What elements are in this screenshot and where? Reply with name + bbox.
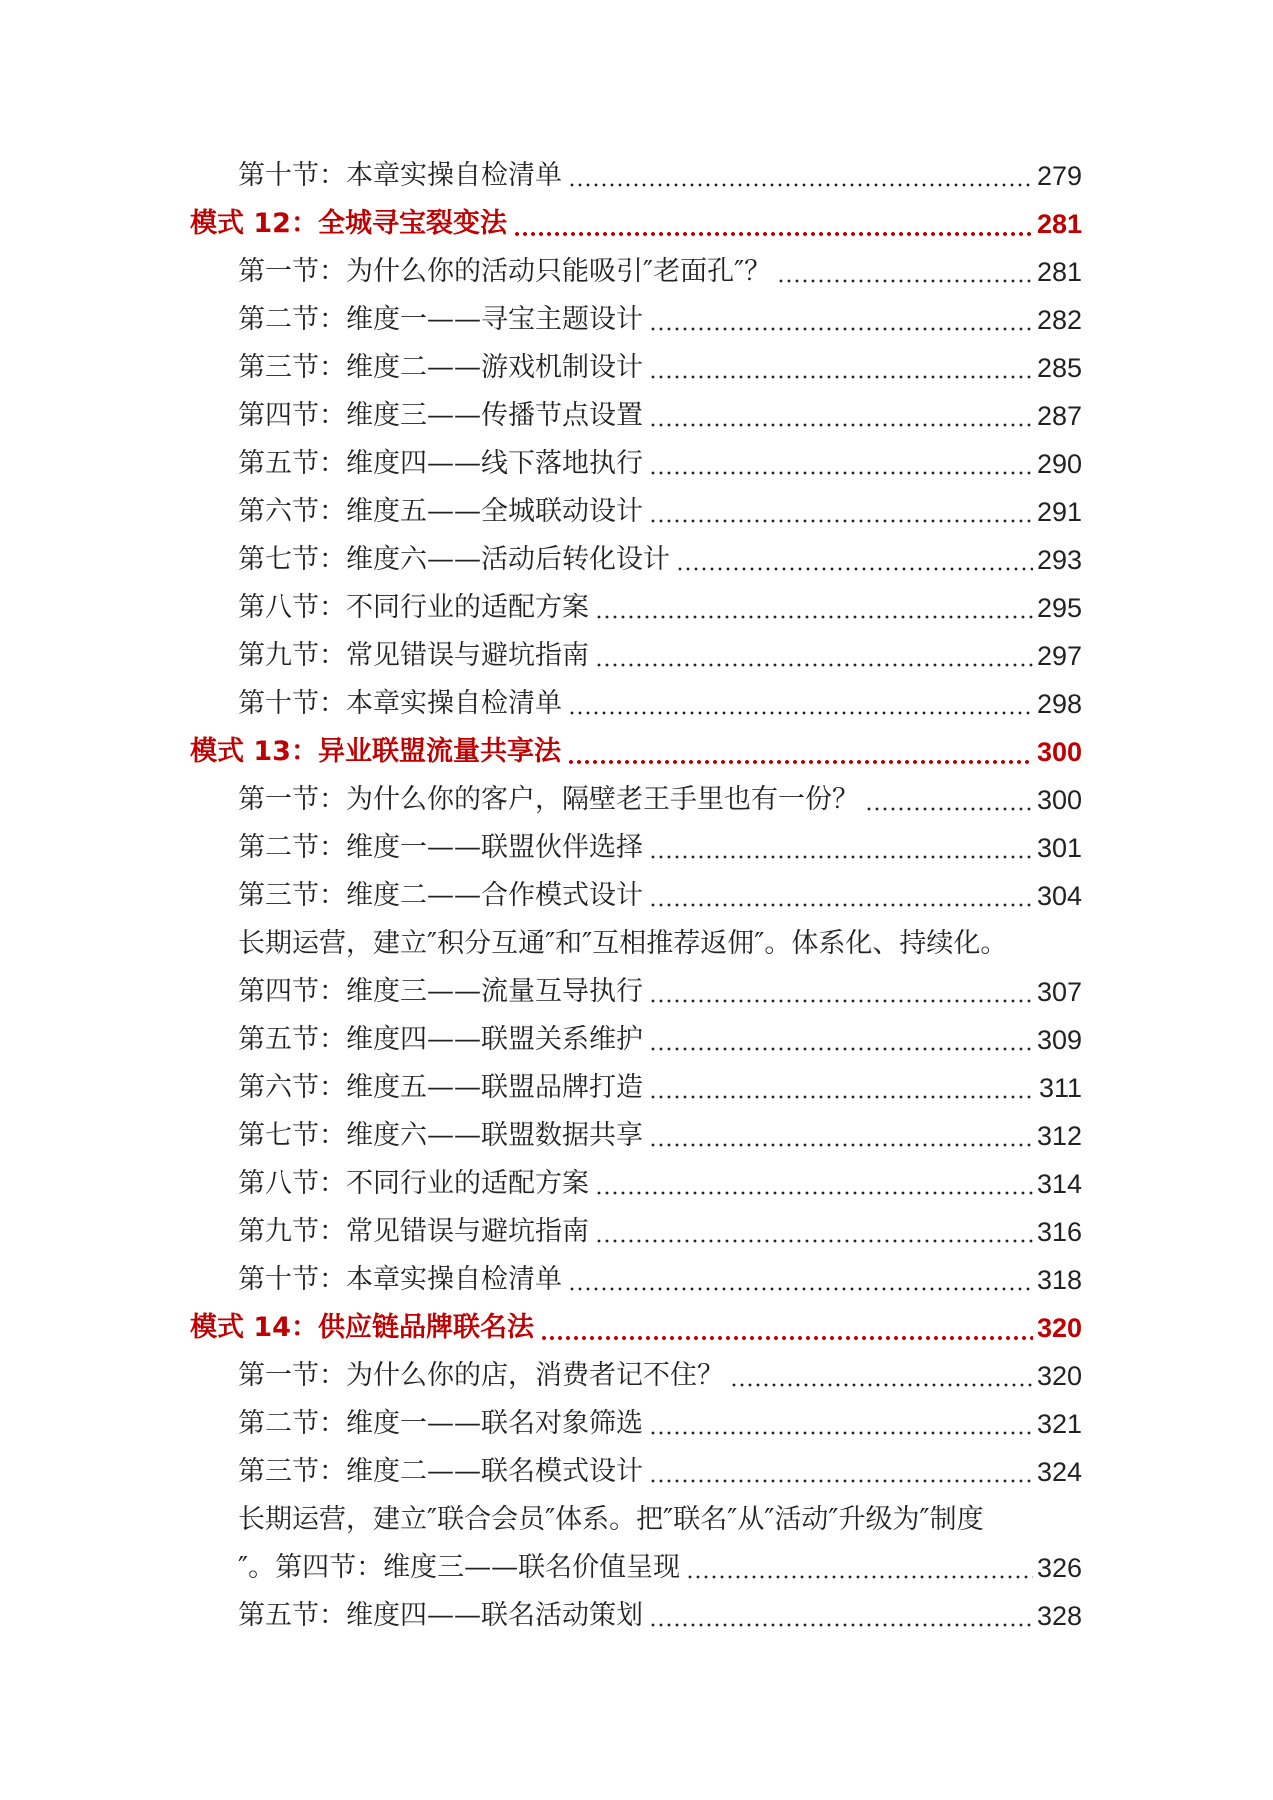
toc-section-entry[interactable] [190, 296, 1082, 344]
toc-text-line [190, 920, 1082, 968]
dot-leader [595, 615, 1033, 619]
dot-leader [649, 855, 1033, 859]
toc-entry-title: 第五节：维度四——联盟关系维护 [238, 1024, 643, 1055]
toc-section-entry[interactable] [190, 1064, 1082, 1112]
dot-leader [513, 232, 1033, 236]
dot-leader [649, 1095, 1035, 1099]
toc-page-number: 328 [1036, 1601, 1082, 1631]
toc-page-number: 312 [1036, 1121, 1082, 1151]
toc-section-entry[interactable] [190, 1592, 1082, 1640]
toc-entry-title: 第十节：本章实操自检清单 [238, 688, 562, 719]
dot-leader [649, 1623, 1033, 1627]
toc-entry-title: 第九节：常见错误与避坑指南 [238, 1216, 589, 1247]
toc-entry-title: 第七节：维度六——联盟数据共享 [238, 1120, 643, 1151]
toc-entry-title: 第三节：维度二——联名模式设计 [238, 1456, 643, 1487]
dot-leader [649, 999, 1033, 1003]
dot-leader [595, 1239, 1033, 1243]
toc-page-number: 298 [1036, 689, 1082, 719]
toc-page-number: 324 [1036, 1457, 1082, 1487]
toc-section-entry[interactable] [190, 968, 1082, 1016]
dot-leader [649, 1479, 1033, 1483]
dot-leader [649, 903, 1033, 907]
dot-leader [568, 183, 1033, 187]
dot-leader [568, 1287, 1033, 1291]
toc-entry-title: 长期运营，建立″联合会员″体系。把″联名″从″活动″升级为″制度 [238, 1504, 984, 1535]
dot-leader [568, 711, 1033, 715]
toc-page-number: 316 [1036, 1217, 1082, 1247]
dot-leader [676, 567, 1033, 571]
toc-section-entry[interactable] [190, 632, 1082, 680]
toc-page-number: 291 [1036, 497, 1082, 527]
toc-section-entry[interactable] [190, 680, 1082, 728]
toc-section-entry[interactable] [190, 1112, 1082, 1160]
toc-section-entry[interactable] [190, 440, 1082, 488]
toc-page-number: 285 [1036, 353, 1082, 383]
dot-leader [730, 1383, 1033, 1387]
toc-page-number: 295 [1036, 593, 1082, 623]
toc-section-entry[interactable] [190, 344, 1082, 392]
toc-page-number: 279 [1036, 161, 1082, 191]
toc-section-entry[interactable] [190, 1208, 1082, 1256]
toc-page-number: 293 [1036, 545, 1082, 575]
toc-entry-title: 模式 12：全城寻宝裂变法 [190, 208, 507, 239]
dot-leader [595, 663, 1033, 667]
toc-entry-title: 第一节：为什么你的店，消费者记不住？ [238, 1360, 724, 1391]
toc-page-number: 287 [1036, 401, 1082, 431]
toc-section-entry[interactable] [190, 392, 1082, 440]
toc-section-entry[interactable] [190, 488, 1082, 536]
toc-page-number: 307 [1036, 977, 1082, 1007]
toc-page-number: 320 [1036, 1361, 1082, 1391]
toc-entry-title: 长期运营，建立″积分互通″和″互相推荐返佣″。体系化、持续化。 [238, 928, 1008, 959]
dot-leader [649, 1143, 1033, 1147]
toc-entry-title: 第九节：常见错误与避坑指南 [238, 640, 589, 671]
toc-section-entry[interactable] [190, 152, 1082, 200]
dot-leader [649, 519, 1033, 523]
toc-section-entry[interactable] [190, 584, 1082, 632]
dot-leader [777, 279, 1033, 283]
dot-leader [686, 1575, 1033, 1579]
toc-section-entry[interactable] [190, 1016, 1082, 1064]
toc-page-number: 314 [1036, 1169, 1082, 1199]
toc-section-entry[interactable] [190, 1256, 1082, 1304]
toc-page-number: 326 [1036, 1553, 1082, 1583]
toc-page-number: 301 [1036, 833, 1082, 863]
toc-page-number: 309 [1036, 1025, 1082, 1055]
dot-leader [567, 760, 1033, 764]
dot-leader [649, 327, 1033, 331]
toc-page-number: 297 [1036, 641, 1082, 671]
table-of-contents [190, 152, 1082, 1640]
toc-entry-title: 第八节：不同行业的适配方案 [238, 592, 589, 623]
toc-section-entry[interactable] [190, 536, 1082, 584]
toc-page-number: 300 [1036, 785, 1082, 815]
toc-chapter-entry[interactable] [190, 200, 1082, 248]
toc-entry-title: 第一节：为什么你的客户，隔壁老王手里也有一份？ [238, 784, 859, 815]
toc-page-number: 282 [1036, 305, 1082, 335]
dot-leader [649, 423, 1033, 427]
toc-page-number: 300 [1036, 737, 1082, 767]
dot-leader [649, 1047, 1033, 1051]
toc-section-entry[interactable] [190, 248, 1082, 296]
toc-entry-title: 第八节：不同行业的适配方案 [238, 1168, 589, 1199]
toc-text-line [190, 1496, 1082, 1544]
toc-entry-title: 第六节：维度五——全城联动设计 [238, 496, 643, 527]
toc-page-number: 311 [1038, 1073, 1082, 1103]
toc-entry-title: 第二节：维度一——联名对象筛选 [238, 1408, 643, 1439]
dot-leader [540, 1336, 1033, 1340]
toc-section-entry[interactable] [190, 872, 1082, 920]
toc-page-number: 290 [1036, 449, 1082, 479]
toc-page-number: 320 [1036, 1313, 1082, 1343]
toc-entry-title: 第五节：维度四——联名活动策划 [238, 1600, 643, 1631]
toc-entry-title: 第三节：维度二——游戏机制设计 [238, 352, 643, 383]
dot-leader [865, 807, 1033, 811]
toc-page-number: 318 [1036, 1265, 1082, 1295]
toc-entry-title: 第十节：本章实操自检清单 [238, 1264, 562, 1295]
toc-page-number: 281 [1036, 209, 1082, 239]
toc-section-entry[interactable] [190, 1448, 1082, 1496]
toc-entry-title: 第二节：维度一——寻宝主题设计 [238, 304, 643, 335]
toc-entry-title: ″。第四节：维度三——联名价值呈现 [238, 1552, 681, 1583]
toc-entry-title: 第四节：维度三——传播节点设置 [238, 400, 643, 431]
toc-section-entry[interactable] [190, 824, 1082, 872]
toc-section-entry[interactable] [190, 1160, 1082, 1208]
toc-section-entry[interactable] [190, 776, 1082, 824]
toc-entry-title: 第五节：维度四——线下落地执行 [238, 448, 643, 479]
toc-entry-title: 第七节：维度六——活动后转化设计 [238, 544, 670, 575]
toc-entry-title: 第三节：维度二——合作模式设计 [238, 880, 643, 911]
toc-chapter-entry[interactable] [190, 1304, 1082, 1352]
toc-section-entry[interactable] [190, 1544, 1082, 1592]
toc-page-number: 304 [1036, 881, 1082, 911]
dot-leader [649, 471, 1033, 475]
toc-entry-title: 模式 13：异业联盟流量共享法 [190, 736, 561, 767]
toc-section-entry[interactable] [190, 1352, 1082, 1400]
toc-entry-title: 模式 14：供应链品牌联名法 [190, 1312, 534, 1343]
toc-entry-title: 第六节：维度五——联盟品牌打造 [238, 1072, 643, 1103]
toc-page-number: 321 [1036, 1409, 1082, 1439]
toc-section-entry[interactable] [190, 1400, 1082, 1448]
toc-entry-title: 第四节：维度三——流量互导执行 [238, 976, 643, 1007]
toc-entry-title: 第十节：本章实操自检清单 [238, 160, 562, 191]
toc-page-number: 281 [1036, 257, 1082, 287]
dot-leader [649, 1431, 1033, 1435]
toc-chapter-entry[interactable] [190, 728, 1082, 776]
toc-entry-title: 第一节：为什么你的活动只能吸引″老面孔″？ [238, 256, 772, 287]
toc-entry-title: 第二节：维度一——联盟伙伴选择 [238, 832, 643, 863]
dot-leader [649, 375, 1033, 379]
dot-leader [595, 1191, 1033, 1195]
